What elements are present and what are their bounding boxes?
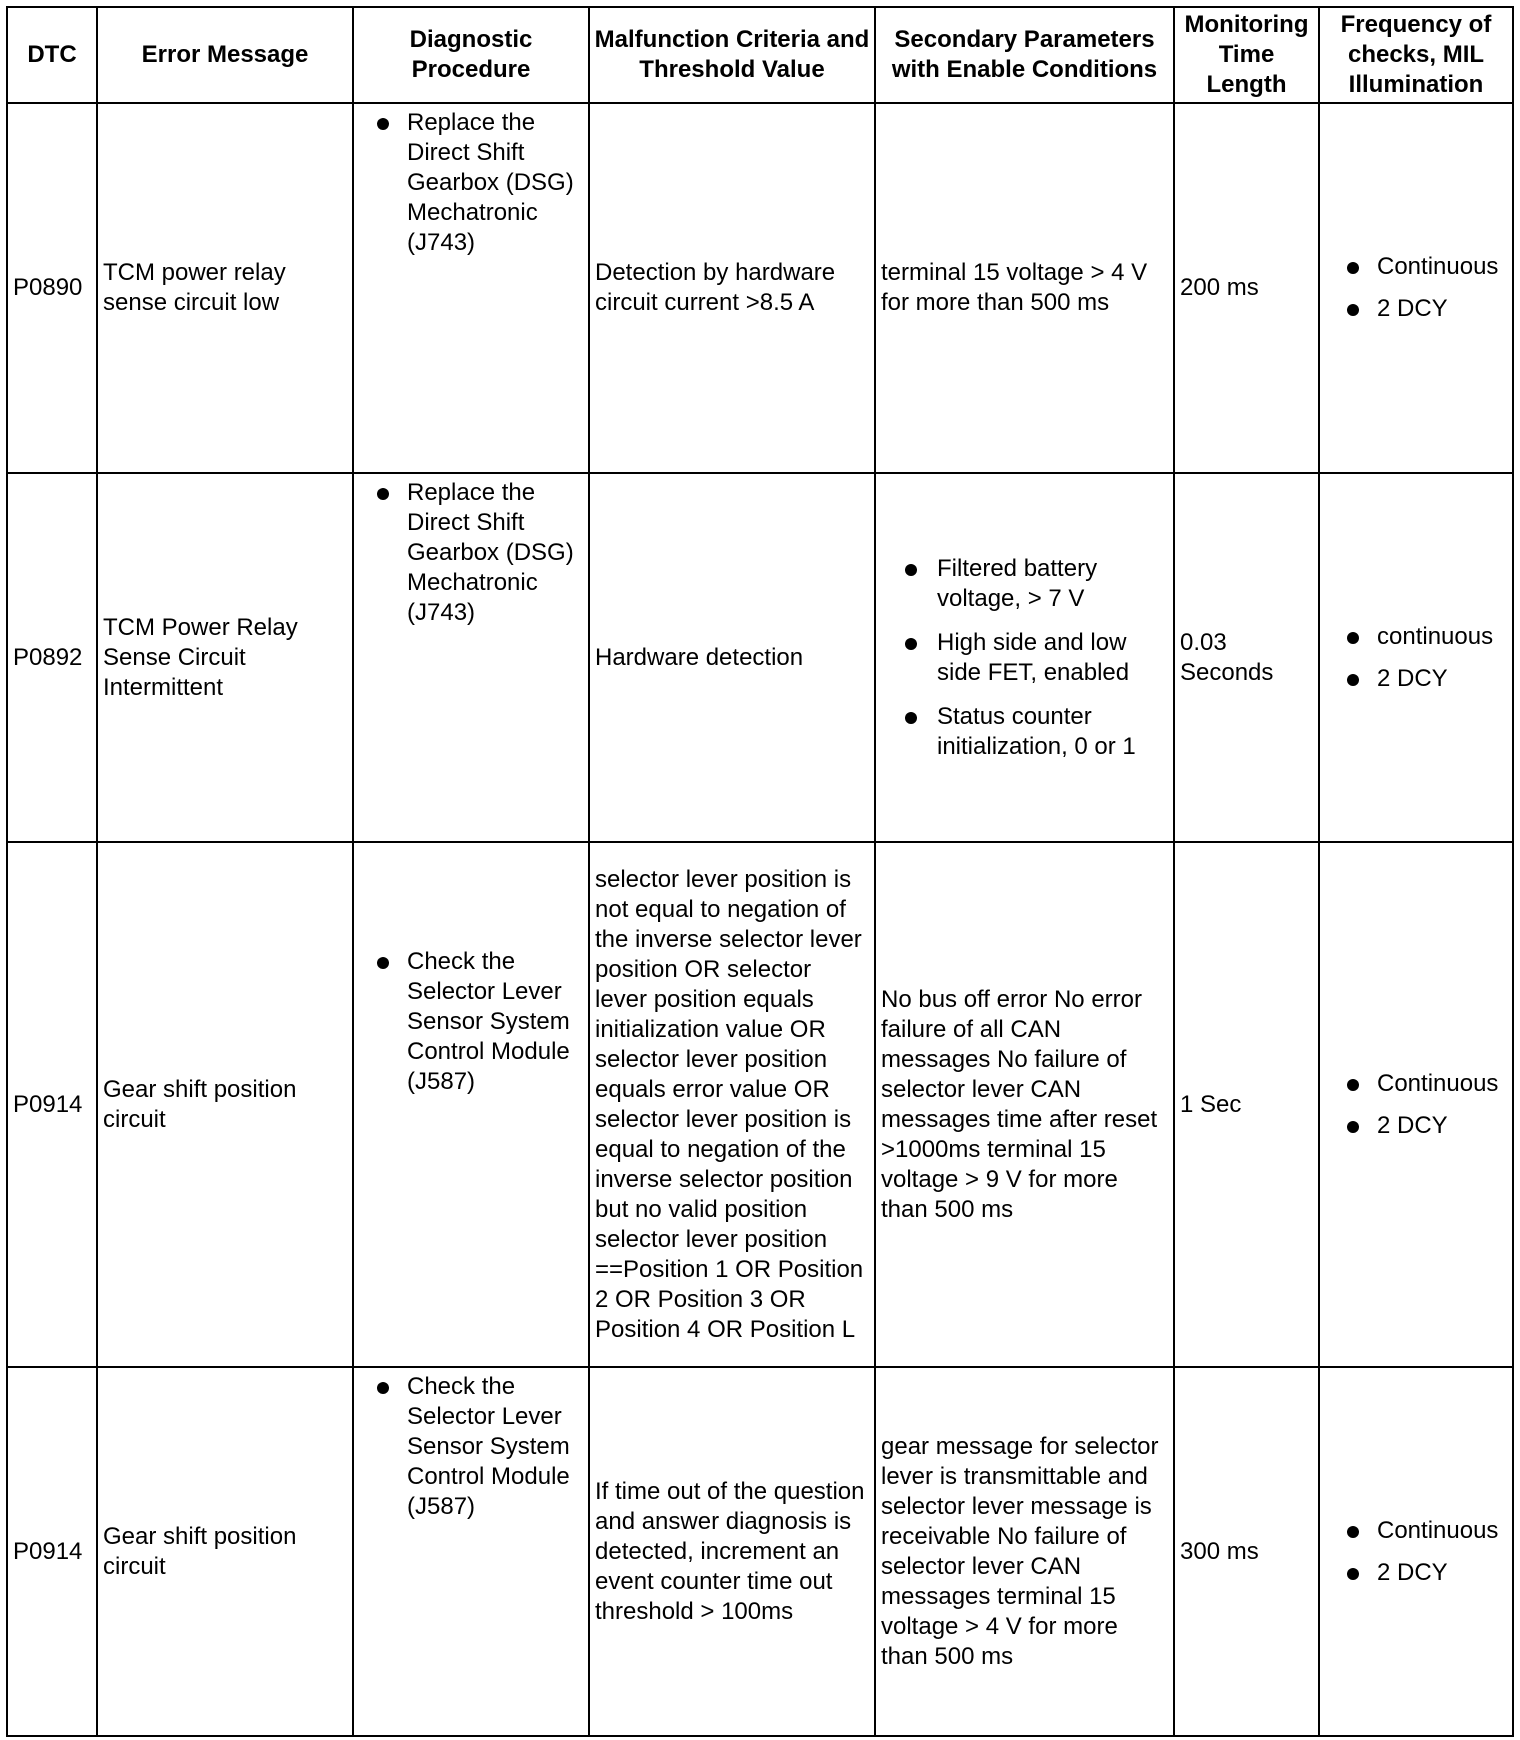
- error-message: TCM Power Relay Sense Circuit Intermittent: [97, 473, 353, 842]
- error-message: Gear shift position circuit: [97, 842, 353, 1367]
- secondary-parameters-cell: [875, 473, 1174, 842]
- table-row: [7, 103, 1513, 473]
- malfunction-criteria: selector lever position is not equal to negation of the inverse selector lever position OR selector lever position equals initialization value OR selector lever position equals error value OR selector lever position is equal to negation of the inverse selector position but no valid position selector lever position ==Position 1 OR Position 2 OR Position 3 OR Position 4 OR Position L: [589, 842, 875, 1367]
- frequency-item: 2 DCY: [1325, 664, 1507, 694]
- secondary-list: [881, 554, 1168, 762]
- dtc-code: P0914: [7, 842, 97, 1367]
- secondary-parameters: terminal 15 voltage > 4 V for more than 500 ms: [875, 103, 1174, 473]
- header-malfunction-criteria: Malfunction Criteria and Threshold Value: [589, 7, 875, 103]
- diagnostic-procedure-cell: [353, 473, 589, 842]
- dtc-code: P0890: [7, 103, 97, 473]
- monitoring-time: 300 ms: [1174, 1367, 1319, 1736]
- frequency-list: [1325, 252, 1507, 324]
- diagnostic-procedure-cell: [353, 1367, 589, 1736]
- frequency-item: 2 DCY: [1325, 1558, 1507, 1588]
- monitoring-time: 1 Sec: [1174, 842, 1319, 1367]
- table-row: [7, 1367, 1513, 1736]
- header-diagnostic-procedure: Diagnostic Procedure: [353, 7, 589, 103]
- frequency-item: 2 DCY: [1325, 294, 1507, 324]
- frequency-list: [1325, 1516, 1507, 1588]
- table-row: [7, 842, 1513, 1367]
- diagnostic-procedure-cell: [353, 103, 589, 473]
- procedure-item: Replace the Direct Shift Gearbox (DSG) Mechatronic (J743): [359, 478, 583, 628]
- diagnostic-procedure-cell: [353, 842, 589, 1367]
- error-message: Gear shift position circuit: [97, 1367, 353, 1736]
- header-frequency: Frequency of checks, MIL Illumination: [1319, 7, 1513, 103]
- procedure-list: [359, 478, 583, 628]
- malfunction-criteria: Hardware detection: [589, 473, 875, 842]
- secondary-item: Filtered battery voltage, > 7 V: [881, 554, 1168, 614]
- procedure-item: Replace the Direct Shift Gearbox (DSG) Mechatronic (J743): [359, 108, 583, 258]
- dtc-code: P0892: [7, 473, 97, 842]
- procedure-list: [359, 108, 583, 258]
- header-dtc: DTC: [7, 7, 97, 103]
- frequency-item: 2 DCY: [1325, 1111, 1507, 1141]
- frequency-cell: [1319, 1367, 1513, 1736]
- secondary-item: Status counter initialization, 0 or 1: [881, 702, 1168, 762]
- secondary-item: High side and low side FET, enabled: [881, 628, 1168, 688]
- table-row: [7, 473, 1513, 842]
- header-row: [7, 7, 1513, 103]
- frequency-cell: [1319, 842, 1513, 1367]
- secondary-parameters: No bus off error No error failure of all CAN messages No failure of selector lever CAN messages time after reset >1000ms terminal 15 voltage > 9 V for more than 500 ms: [875, 842, 1174, 1367]
- frequency-list: [1325, 622, 1507, 694]
- frequency-cell: [1319, 103, 1513, 473]
- procedure-list: [359, 947, 583, 1097]
- monitoring-time: 200 ms: [1174, 103, 1319, 473]
- secondary-parameters: gear message for selector lever is transmittable and selector lever message is receivable No failure of selector lever CAN messages terminal 15 voltage > 4 V for more than 500 ms: [875, 1367, 1174, 1736]
- header-secondary-parameters: Secondary Parameters with Enable Conditions: [875, 7, 1174, 103]
- monitoring-time: 0.03 Seconds: [1174, 473, 1319, 842]
- header-monitoring-time: Monitoring Time Length: [1174, 7, 1319, 103]
- malfunction-criteria: If time out of the question and answer diagnosis is detected, increment an event counter time out threshold > 100ms: [589, 1367, 875, 1736]
- frequency-item: Continuous: [1325, 252, 1507, 282]
- dtc-code: P0914: [7, 1367, 97, 1736]
- dtc-table: [6, 6, 1514, 1737]
- malfunction-criteria: Detection by hardware circuit current >8.5 A: [589, 103, 875, 473]
- frequency-item: continuous: [1325, 622, 1507, 652]
- error-message: TCM power relay sense circuit low: [97, 103, 353, 473]
- frequency-item: Continuous: [1325, 1516, 1507, 1546]
- procedure-item: Check the Selector Lever Sensor System Control Module (J587): [359, 1372, 583, 1522]
- procedure-item: Check the Selector Lever Sensor System Control Module (J587): [359, 947, 583, 1097]
- frequency-list: [1325, 1069, 1507, 1141]
- frequency-cell: [1319, 473, 1513, 842]
- procedure-list: [359, 1372, 583, 1522]
- header-error-message: Error Message: [97, 7, 353, 103]
- frequency-item: Continuous: [1325, 1069, 1507, 1099]
